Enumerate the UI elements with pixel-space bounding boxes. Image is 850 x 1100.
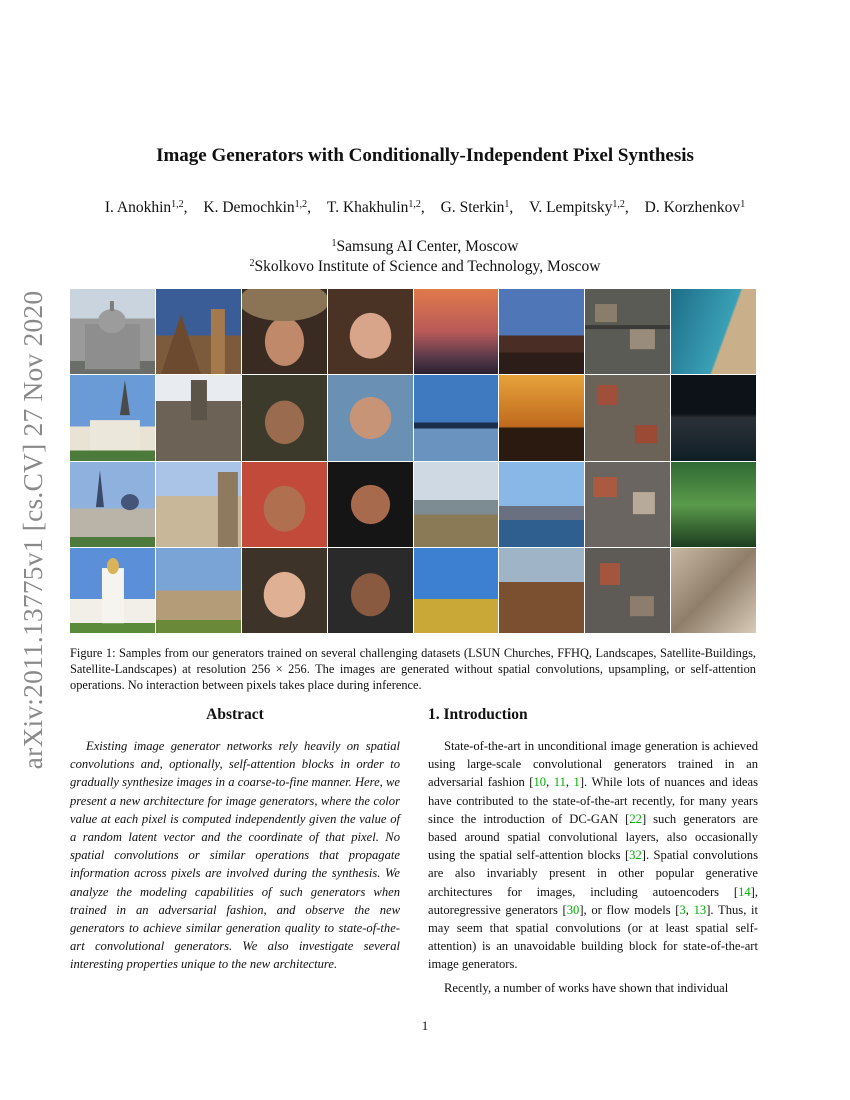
sample-landscape	[499, 375, 584, 460]
sample-satellite-building	[585, 375, 670, 460]
sample-church	[156, 375, 241, 460]
sample-landscape	[499, 289, 584, 374]
sample-satellite-landscape	[671, 548, 756, 633]
sample-church	[156, 462, 241, 547]
page-number: 1	[421, 1018, 429, 1033]
sample-face	[242, 375, 327, 460]
sample-landscape	[414, 289, 499, 374]
citation-link[interactable]: 13	[693, 902, 707, 917]
intro-paragraph: Recently, a number of works have shown that individual	[444, 980, 729, 995]
author-list	[0, 199, 850, 217]
author: I. Anokhin$^{1,2}$,	[104, 199, 188, 216]
intro-paragraph: State-of-the-art in unconditional image generation is achieved using large-scale convolutional generators trained in an adversarial fashion [10, 11, 1]. While lots of nuances and ideas have contributed to the state-of-the-art recently, for many years since the introduction of DC-GAN [22] such generators are based around spatial convolutional layers, also occasionally using the spatial self-attention blocks [32]. Spatial convolutions are also invariably present in other popular generative architectures for images, including autoencoders [14], autoregressive generators [30], or flow models [3, 13]. Thus, it may seem that spatial convolutions (or at least spatial self-attention) is an unavoidable building block for state-of-the-art image generators.	[428, 739, 759, 972]
sample-landscape	[499, 548, 584, 633]
introduction-heading: 1. Introduction	[428, 706, 528, 723]
sample-church	[156, 548, 241, 633]
sample-church	[70, 375, 155, 460]
citation-link[interactable]: 30	[566, 902, 580, 917]
citation-link[interactable]: 11	[553, 775, 566, 790]
sample-face	[242, 462, 327, 547]
citation-link[interactable]: 14	[738, 884, 751, 899]
sample-church	[70, 548, 155, 633]
sample-church	[70, 462, 155, 547]
author: K. Demochkin$^{1,2}$,	[203, 199, 312, 216]
sample-face	[242, 289, 327, 374]
affiliation: $^1$Samsung AI Center, Moscow	[331, 238, 519, 255]
sample-satellite-building	[585, 548, 670, 633]
citation-link[interactable]: 22	[629, 811, 642, 826]
citation-link[interactable]: 3	[679, 902, 686, 917]
sample-satellite-landscape	[671, 289, 756, 374]
affiliation: $^2$Skolkovo Institute of Science and Technology, Moscow	[249, 258, 601, 275]
citation-link[interactable]: 32	[629, 848, 642, 863]
arxiv-stamp-text: arXiv:2011.13775v1 [cs.CV] 27 Nov 2020	[17, 290, 48, 769]
sample-satellite-landscape	[671, 462, 756, 547]
sample-church	[70, 289, 155, 374]
sample-landscape	[414, 548, 499, 633]
author: V. Lempitsky$^{1,2}$,	[529, 199, 629, 216]
sample-church	[156, 289, 241, 374]
figure-caption: Figure 1: Samples from our generators trained on several challenging datasets (LSUN Churches, FFHQ, Landscapes, Satellite-Buildings, Satellite-Landscapes) at resolution 256 × 256. The images are generated without spatial convolutions, upsampling, or self-attention operations. No interaction between pixels takes place during inference.	[70, 646, 756, 693]
paper-title: Image Generators with Conditionally-Independent Pixel Synthesis	[156, 145, 694, 166]
sample-landscape	[499, 462, 584, 547]
author: G. Sterkin$^1$,	[440, 199, 514, 216]
sample-landscape	[414, 462, 499, 547]
sample-face	[328, 462, 413, 547]
sample-landscape	[414, 375, 499, 460]
arxiv-stamp	[13, 283, 53, 776]
sample-satellite-building	[585, 289, 670, 374]
author: D. Korzhenkov$^1$	[644, 199, 746, 216]
abstract-section	[70, 706, 400, 974]
sample-satellite-building	[585, 462, 670, 547]
figure-sample-grid	[70, 289, 756, 633]
citation-link[interactable]: 10	[533, 775, 547, 790]
sample-face	[328, 375, 413, 460]
sample-face	[328, 548, 413, 633]
sample-face	[328, 289, 413, 374]
abstract-heading: Abstract	[206, 706, 264, 723]
sample-face	[242, 548, 327, 633]
sample-satellite-landscape	[671, 375, 756, 460]
author: T. Khakhulin$^{1,2}$,	[326, 199, 425, 216]
citation-link[interactable]: 1	[573, 775, 580, 790]
introduction-section	[428, 706, 758, 997]
abstract-body: Existing image generator networks rely heavily on spatial convolutions and, optionally, self-attention blocks in order to gradually synthesize images in a coarse-to-fine manner. Here, we present a new architecture for image generators, where the color value at each pixel is computed independently given the value of a random latent vector and the coordinate of that pixel. No spatial convolutions or similar operations that propagate information across pixels are involved during the synthesis. We analyze the modeling capabilities of such generators when trained in an adversarial fashion, and observe the new generators to achieve similar generation quality to state-of-the-art convolutional generators. We also investigate several interesting properties unique to the new architecture.	[70, 739, 400, 972]
